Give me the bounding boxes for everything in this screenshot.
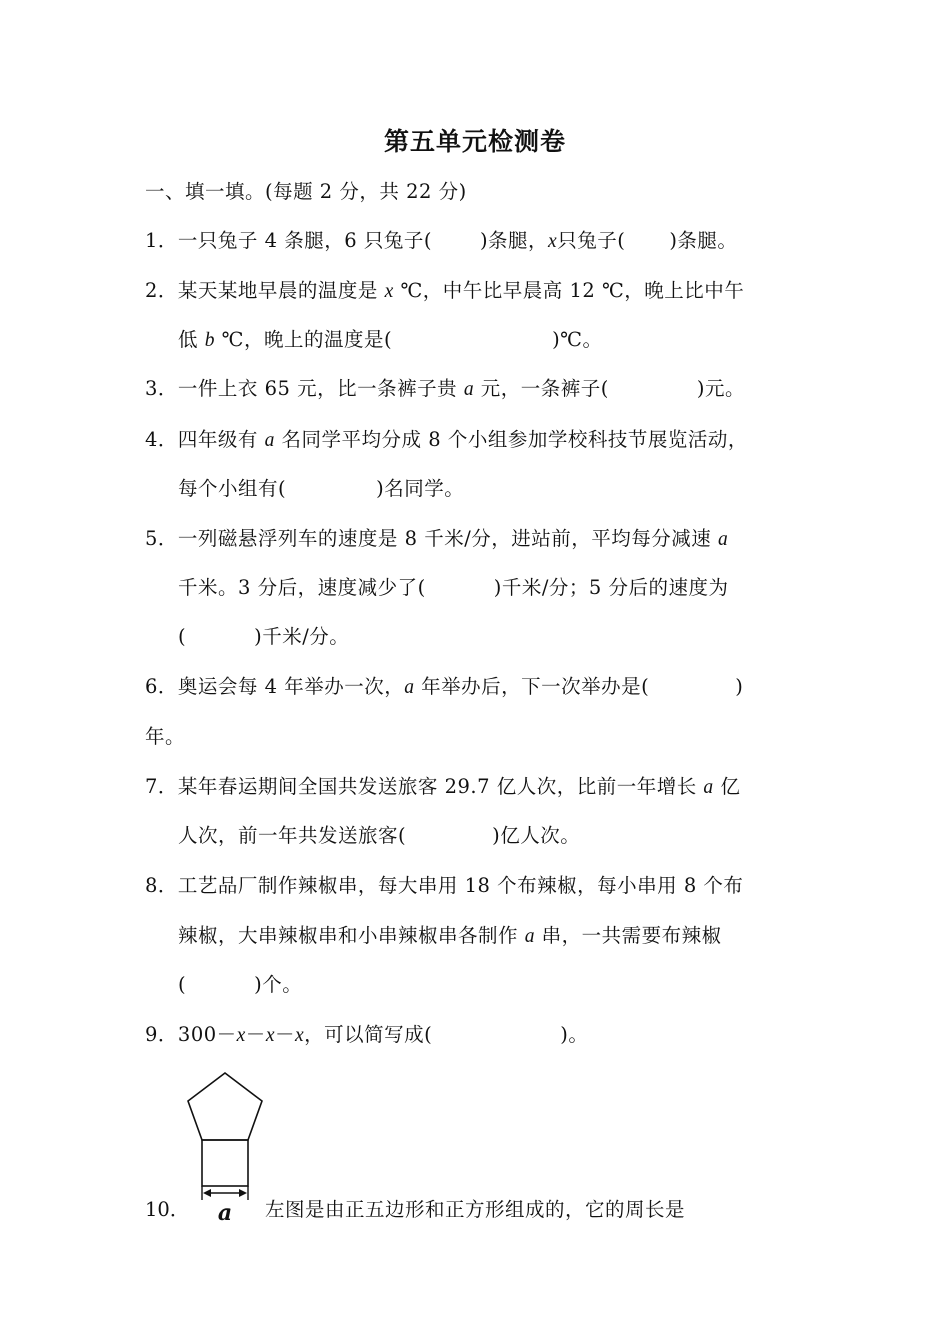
question-6-cont: 年。 [145, 725, 186, 748]
q9-text-b: － [245, 1023, 266, 1046]
q8-text-d: ( [178, 973, 187, 996]
q8-text-a: 8．工艺品厂制作辣椒串，每大串用 18 个布辣椒，每小串用 8 个布 [145, 874, 744, 897]
arrow-right-icon [239, 1189, 247, 1197]
q9-variable: x [236, 1025, 246, 1046]
question-3 [145, 374, 745, 405]
q8-text-c: 串，一共需要布辣椒 [534, 924, 722, 947]
question-6 [145, 672, 743, 703]
q6-text-a: 6．奥运会每 4 年举办一次， [145, 675, 405, 698]
question-5 [145, 524, 728, 555]
q9-variable: x [294, 1025, 305, 1046]
q9-text-d: ，可以简写成( [304, 1023, 433, 1046]
section-heading: 一、填一填。(每题 2 分，共 22 分) [145, 180, 467, 203]
question-8-cont-2 [178, 970, 302, 1000]
q4-text-d: )名同学。 [376, 477, 465, 500]
q5-variable: a [717, 529, 729, 550]
q2-variable-b: b [204, 330, 215, 351]
pentagon-shape [188, 1073, 262, 1140]
q7-variable: a [703, 777, 714, 798]
pentagon-square-figure [180, 1068, 270, 1228]
question-5-cont-2 [178, 622, 349, 652]
q2-text-d: ℃，晚上的温度是( [214, 328, 393, 351]
q6-text-b: 年举办后，下一次举办是( [414, 675, 650, 698]
q3-variable: a [463, 379, 475, 400]
arrow-left-icon [203, 1189, 211, 1197]
question-7-cont [178, 821, 580, 851]
question-10-text: 左图是由正五边形和正方形组成的，它的周长是 [265, 1198, 686, 1221]
q7-text-c: 人次，前一年共发送旅客( [178, 824, 407, 847]
q1-text-d: )条腿。 [669, 229, 738, 252]
q2-text-a: 2．某天某地早晨的温度是 [145, 279, 385, 302]
q3-text-c: )元。 [696, 377, 745, 400]
q2-text-c: 低 [178, 328, 205, 351]
q2-text-e: )℃。 [552, 328, 603, 351]
q9-variable: x [265, 1025, 275, 1046]
q5-text-c: )千米/分；5 分后的速度为 [493, 576, 729, 599]
question-2-cont [178, 325, 603, 356]
q3-text-b: 元，一条裤子( [474, 377, 609, 400]
q5-text-d: ( [178, 625, 187, 648]
q8-text-b: 辣椒，大串辣椒串和小串辣椒串各制作 [178, 924, 525, 947]
q7-text-d: )亿人次。 [492, 824, 581, 847]
q6-text-c: ) [735, 675, 744, 698]
question-1 [145, 226, 737, 257]
q7-text-b: 亿 [713, 775, 741, 798]
square-shape [202, 1140, 248, 1186]
question-4-cont [178, 474, 464, 504]
question-8-cont [178, 921, 722, 952]
q1-text-a: 1．一只兔子 4 条腿，6 只兔子( [145, 229, 432, 252]
q3-text-a: 3．一件上衣 65 元，比一条裤子贵 [145, 377, 464, 400]
q1-text-c: 只兔子( [557, 229, 626, 252]
q4-text-b: 名同学平均分成 8 个小组参加学校科技节展览活动， [274, 428, 748, 451]
q4-text-c: 每个小组有( [178, 477, 287, 500]
q2-variable-x: x [384, 281, 394, 302]
q9-text-c: － [274, 1023, 295, 1046]
question-10-number: 10． [145, 1198, 190, 1221]
question-8 [145, 871, 743, 901]
question-9 [145, 1020, 588, 1051]
q1-variable: x [548, 231, 558, 252]
q9-text-a: 9．300－ [145, 1023, 237, 1046]
q5-text-a: 5．一列磁悬浮列车的速度是 8 千米/分，进站前，平均每分减速 [145, 527, 718, 550]
q2-text-b: ℃，中午比早晨高 12 ℃，晚上比中午 [393, 279, 745, 302]
q5-text-e: )千米/分。 [254, 625, 350, 648]
q6-variable: a [404, 677, 415, 698]
q1-text-b: )条腿， [479, 229, 549, 252]
q4-variable: a [264, 430, 275, 451]
question-7 [145, 772, 740, 803]
question-2 [145, 276, 744, 307]
question-5-cont [178, 573, 729, 603]
q5-text-b: 千米。3 分后，速度减少了( [178, 576, 426, 599]
question-4 [145, 425, 748, 456]
figure-label: a [217, 1200, 233, 1226]
q9-text-e: )。 [560, 1023, 589, 1046]
q4-text-a: 4．四年级有 [145, 428, 265, 451]
q7-text-a: 7．某年春运期间全国共发送旅客 29.7 亿人次，比前一年增长 [145, 775, 704, 798]
q8-variable: a [524, 926, 535, 947]
q8-text-e: )个。 [254, 973, 303, 996]
page-title: 第五单元检测卷 [383, 127, 566, 156]
